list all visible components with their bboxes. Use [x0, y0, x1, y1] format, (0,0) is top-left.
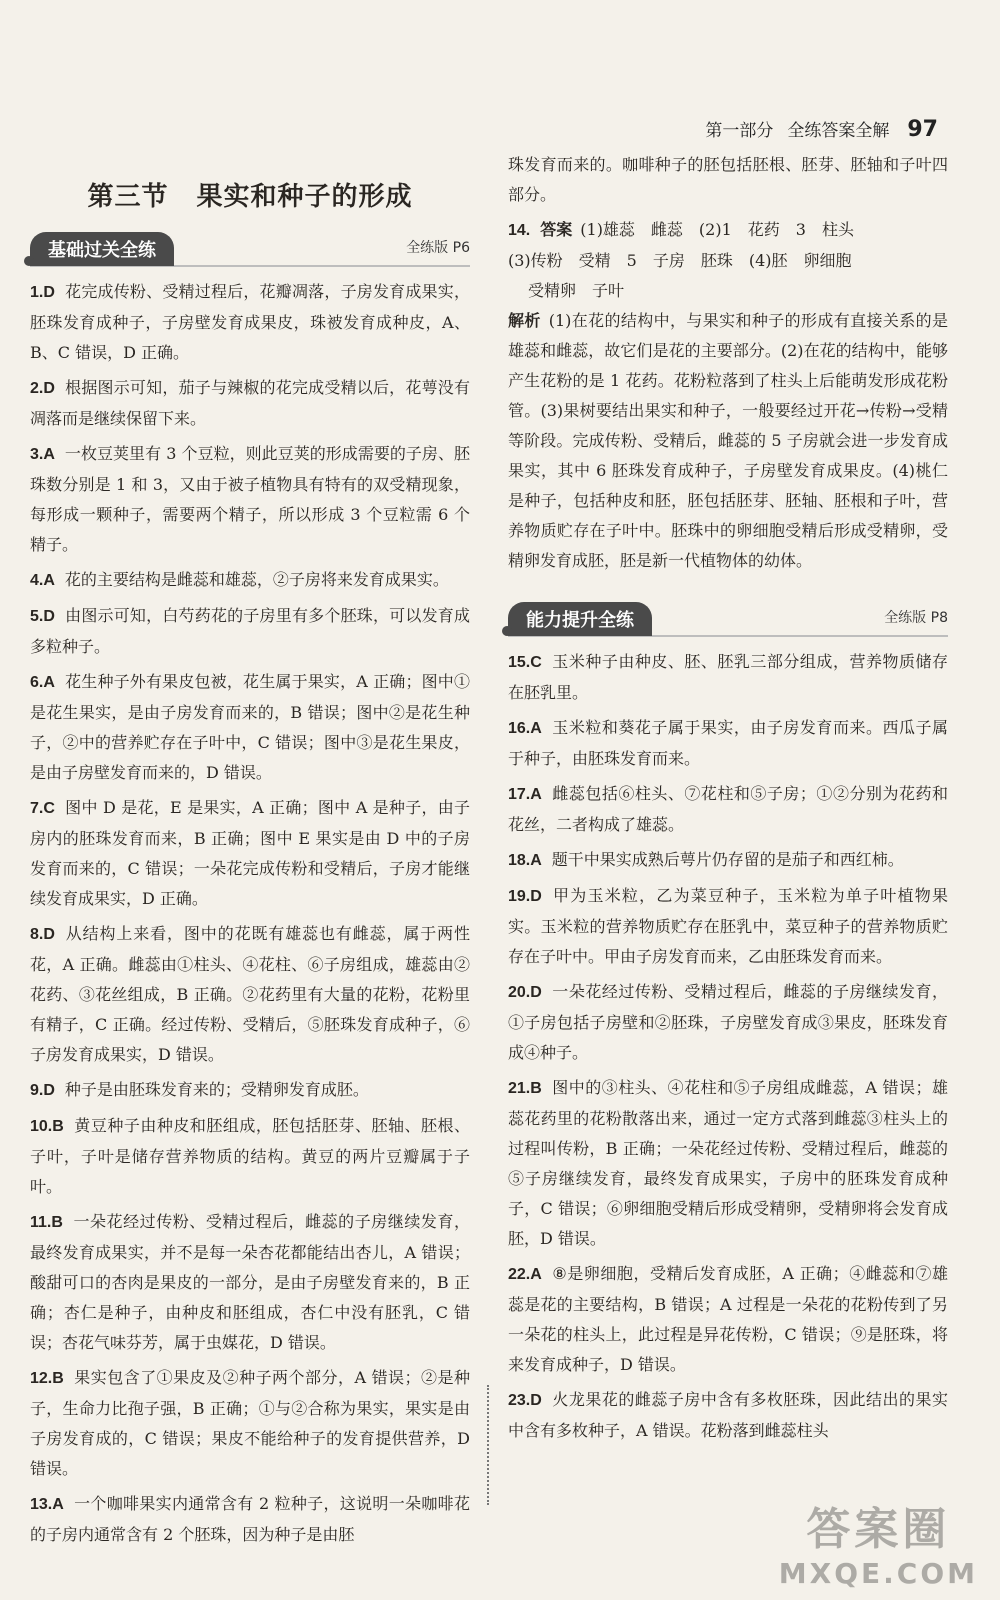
answer-item: [30, 1075, 470, 1106]
answer-item: [508, 713, 948, 774]
item-number: 16.A: [508, 720, 542, 737]
answer-line-1: (1)雄蕊 雌蕊 (2)1 花药 3 柱头: [580, 220, 854, 239]
continued-text: 珠发育而来的。咖啡种子的胚包括胚根、胚芽、胚轴和子叶四部分。: [508, 155, 948, 204]
section-title: [30, 176, 470, 213]
item-text: 黄豆种子由种皮和胚组成，胚包括胚芽、胚轴、胚根、子叶，子叶是储存营养物质的结构。黄豆的两片豆瓣属于子叶。: [30, 1116, 470, 1196]
answer-item: [508, 845, 948, 876]
basic-practice-ref: 全练版 P6: [406, 240, 470, 256]
item-text: 花的主要结构是雌蕊和雄蕊，②子房将来发育成果实。: [64, 570, 449, 589]
answer-item: [508, 779, 948, 840]
answer-item: [508, 977, 948, 1068]
basic-practice-label: 基础过关全练: [30, 232, 174, 266]
answer-item: [508, 881, 948, 972]
item-number: 6.A: [30, 674, 55, 691]
advanced-practice-banner: [508, 599, 948, 637]
answer-item: [30, 667, 470, 788]
answer-item-14: [508, 215, 948, 576]
item-number: 12.B: [30, 1370, 64, 1387]
answer-label: 答案: [540, 220, 573, 239]
answer-line-2: (3)传粉 受精 5 子房 胚珠 (4)胚 卵细胞: [508, 251, 852, 270]
answer-item: [508, 647, 948, 708]
answer-item: [30, 793, 470, 914]
watermark: [779, 1493, 978, 1590]
column-divider: [487, 1385, 489, 1505]
item-text: 种子是由胚珠发育来的；受精卵发育成胚。: [64, 1080, 369, 1099]
advanced-practice-label: 能力提升全练: [508, 602, 652, 636]
section-number: 第三节: [87, 182, 169, 212]
item-number: 17.A: [508, 786, 542, 803]
item-number: 19.D: [508, 888, 542, 905]
watermark-line-2: MXQE.COM: [778, 1557, 978, 1590]
item-number: 8.D: [30, 926, 55, 943]
item-text: 图中的③柱头、④花柱和⑤子房组成雌蕊，A 错误；雄蕊花药里的花粉散落出来，通过一定方式落到雌蕊③柱头上的过程叫传粉，B 正确；一朵花经过传粉、受精过程后，雌蕊的⑤子房继续发育，最终发育成果实，子房中的胚珠发育成种子，C 错误；⑥卵细胞受精后形成受精卵，受精卵将会发育成胚，D 错误。: [508, 1078, 948, 1248]
right-column: [508, 150, 948, 1451]
answer-item: [508, 1073, 948, 1254]
answer-list-right: [508, 647, 948, 1446]
advanced-practice-ref: 全练版 P8: [884, 610, 948, 626]
section-name: 果实和种子的形成: [196, 182, 413, 212]
item-number: 11.B: [30, 1214, 63, 1231]
item-text: 甲为玉米粒，乙为菜豆种子，玉米粒为单子叶植物果实。玉米粒的营养物质贮存在胚乳中，菜豆种子的营养物质贮存在子叶中。甲由子房发育而来，乙由胚珠发育而来。: [508, 886, 948, 966]
header-section: 第一部分: [705, 121, 774, 141]
item-text: 花完成传粉、受精过程后，花瓣凋落，子房发育成果实，胚珠发育成种子，子房壁发育成果皮，珠被发育成种皮，A、B、C 错误，D 正确。: [30, 282, 470, 362]
answer-item: [30, 1489, 470, 1550]
answer-item: [30, 565, 470, 596]
item-text: 玉米种子由种皮、胚、胚乳三部分组成，营养物质储存在胚乳里。: [508, 652, 948, 702]
item-text: 由图示可知，白芍药花的子房里有多个胚珠，可以发育成多粒种子。: [30, 606, 470, 656]
answer-line-3: 受精卵 子叶: [528, 281, 625, 300]
item-text: 从结构上来看，图中的花既有雄蕊也有雌蕊，属于两性花，A 正确。雌蕊由①柱头、④花柱、⑥子房组成，雄蕊由②花药、③花丝组成，B 正确。②花药里有大量的花粉，花粉里有精子，C 正确。经过传粉、受精后，⑤胚珠发育成种子，⑥子房发育成果实，D 错误。: [30, 924, 470, 1064]
item-number: 14.: [508, 222, 531, 239]
item-number: 5.D: [30, 608, 55, 625]
item-text: 雌蕊包括⑥柱头、⑦花柱和⑤子房；①②分别为花药和花丝，二者构成了雄蕊。: [508, 784, 948, 834]
item-text: 果实包含了①果皮及②种子两个部分，A 错误；②是种子，生命力比孢子强，B 正确；①与②合称为果实，果实是由子房发育成的，C 错误；果皮不能给种子的发育提供营养，D 错误。: [30, 1368, 470, 1478]
item-text: ⑧是卵细胞，受精后发育成胚，A 正确；④雌蕊和⑦雄蕊是花的主要结构，B 错误；A 过程是一朵花的花粉传到了另一朵花的柱头上，此过程是异花传粉，C 错误；⑨是胚珠，将来发育成种子，D 错误。: [508, 1264, 948, 1374]
item-number: 20.D: [508, 984, 542, 1001]
item-text: 玉米粒和葵花子属于果实，由子房发育而来。西瓜子属于种子，由胚珠发育而来。: [508, 718, 948, 768]
answer-item: [30, 373, 470, 434]
item-number: 18.A: [508, 852, 542, 869]
item-text: 花生种子外有果皮包被，花生属于果实，A 正确；图中①是花生果实，是由子房发育而来的，B 错误；图中②是花生种子，②中的营养贮存在子叶中，C 错误；图中③是花生果皮，是由子房壁发育而来的，D 错误。: [30, 672, 470, 782]
item-number: 9.D: [30, 1082, 55, 1099]
header-title: 全练答案全解: [787, 121, 890, 141]
answer-item: [30, 1363, 470, 1484]
item-number: 7.C: [30, 800, 55, 817]
answer-item: [508, 1385, 948, 1446]
item-text: 一朵花经过传粉、受精过程后，雌蕊的子房继续发育，①子房包括子房壁和②胚珠，子房壁发育成③果皮，胚珠发育成④种子。: [508, 982, 948, 1062]
answer-list-left: [30, 277, 470, 1550]
item-number: 21.B: [508, 1080, 542, 1097]
left-column: [30, 150, 470, 1555]
item-number: 15.C: [508, 654, 542, 671]
watermark-line-1: 答案圈: [806, 1504, 951, 1555]
item-text: 图中 D 是花，E 是果实，A 正确；图中 A 是种子，由子房内的胚珠发育而来，B 正确；图中 E 果实是由 D 中的子房发育而来的，C 错误；一朵花完成传粉和受精后，子房才能继续发育成果实，D 正确。: [30, 798, 470, 908]
page-number: 97: [907, 117, 938, 142]
item-number: 13.A: [30, 1496, 64, 1513]
answer-item: [30, 919, 470, 1070]
answer-item: [30, 277, 470, 368]
item-number: 10.B: [30, 1118, 64, 1135]
item-text: 题干中果实成熟后萼片仍存留的是茄子和西红柿。: [551, 850, 904, 869]
analysis-text: (1)在花的结构中，与果实和种子的形成有直接关系的是雄蕊和雌蕊，故它们是花的主要部分。(2)在花的结构中，能够产生花粉的是 1 花药。花粉粒落到了柱头上后能萌发形成花粉管。(3)果树要结出果实和种子，一般要经过开花→传粉→受精等阶段。完成传粉、受精后，雌蕊的 5 子房就会进一步发育成果实，其中 6 胚珠发育成种子，子房壁发育成果皮。(4)桃仁是种子，包括种皮和胚，胚包括胚芽、胚轴、胚根和子叶，营养物质贮存在子叶中。胚珠中的卵细胞受精后形成受精卵，受精卵发育成胚，胚是新一代植物体的幼体。: [508, 311, 948, 570]
answer-item: [30, 601, 470, 662]
item-text: 根据图示可知，茄子与辣椒的花完成受精以后，花萼没有凋落而是继续保留下来。: [30, 378, 470, 428]
item-number: 22.A: [508, 1266, 542, 1283]
item-text: 火龙果花的雌蕊子房中含有多枚胚珠，因此结出的果实中含有多枚种子，A 错误。花粉落到雌蕊柱头: [508, 1390, 948, 1440]
item-text: 一枚豆荚里有 3 个豆粒，则此豆荚的形成需要的子房、胚珠数分别是 1 和 3，又由于被子植物具有特有的双受精现象，每形成一颗种子，需要两个精子，所以形成 3 个豆粒需 6 个精子。: [30, 444, 470, 554]
answer-item: [30, 439, 470, 560]
item-number: 1.D: [30, 284, 55, 301]
analysis-label: 解析: [508, 311, 541, 330]
item-text: 一朵花经过传粉、受精过程后，雌蕊的子房继续发育，最终发育成果实，并不是每一朵杏花都能结出杏儿，A 错误；酸甜可口的杏肉是果皮的一部分，是由子房壁发育来的，B 正确；杏仁是种子，由种皮和胚组成，杏仁中没有胚乳，C 错误；杏花气味芬芳，属于虫媒花，D 错误。: [30, 1212, 470, 1352]
answer-item: [30, 1111, 470, 1202]
page-header: [705, 116, 938, 142]
answer-item: [30, 1207, 470, 1358]
item-text: 一个咖啡果实内通常含有 2 粒种子，这说明一朵咖啡花的子房内通常含有 2 个胚珠，因为种子是由胚: [30, 1494, 470, 1544]
answer-item: [508, 1259, 948, 1380]
item-number: 3.A: [30, 446, 55, 463]
basic-practice-banner: [30, 229, 470, 267]
item-number: 2.D: [30, 380, 55, 397]
item-number: 4.A: [30, 572, 55, 589]
item-number: 23.D: [508, 1392, 542, 1409]
